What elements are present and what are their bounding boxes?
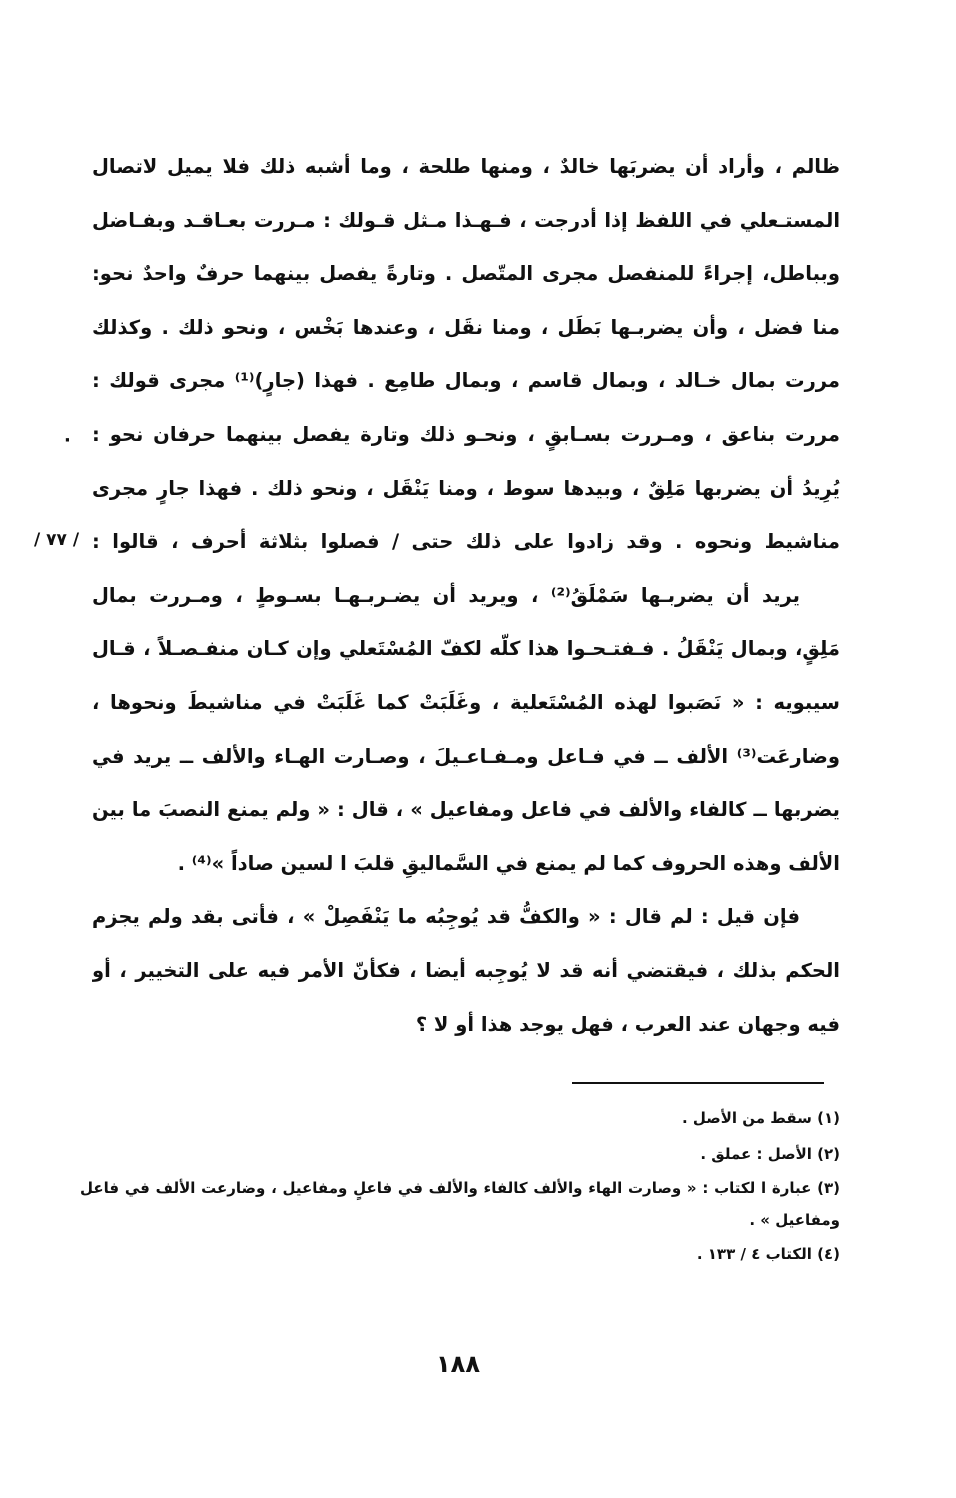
text-line: فيه وجهان عند العرب ، فهل يوجد هذا أو لا ؟ <box>415 1012 840 1036</box>
text-line: ظالم ، وأراد أن يضربَها خالدٌ ، ومنها طلحة ، وما أشبه ذلك فلا يميل لاتصال <box>92 155 840 178</box>
footnote-3: (٣) عبارة ا لكتاب : « وصارت الهاء والألف كالفاء والألف في فاعلٍ ومفاعيل ، وضارعت الألف في فاعل ومفاعيل » . <box>80 1179 840 1229</box>
text-line: وبباطل، إجراءً للمنفصل مجرى المتّصل . وتارةً يفصل بينهما حرفٌ واحدٌ نحو: <box>92 262 840 286</box>
text-line: الحكم بذلك ، فيقتضي أنه قد لا يُوجِبه أيضا ، فكأنّ الأمر فيه على التخيير ، أو <box>92 958 840 982</box>
text-line: وضارعَت⁽³⁾ الألف ــ في فـاعل ومـفـاعـيلَ ، وصـارت الهـاء والألف ــ يريد في <box>92 744 840 768</box>
text-line: يريد أن يضربـها سَمْلَقُ⁽²⁾ ، ويريد أن يضـربـهـا بسـوطٍ ، ومـررت بمال <box>92 583 800 607</box>
main-text <box>92 140 840 1051</box>
footnote-4: (٤) الكتاب ٤ / ١٣٣ . <box>696 1245 840 1263</box>
text-line: مررت بناعق ، ومـررت بسـابقٍ ، ونحـو ذلك وتارة يفصل بينهما حرفان نحو : <box>92 422 840 446</box>
footnotes <box>80 1100 840 1272</box>
page-number: ١٨٨ <box>436 1350 480 1378</box>
text-line: مررت بمال خـالد ، وبمال قاسم ، وبمال طامِع . فهذا (جارٍ)⁽¹⁾ مجرى قولك : <box>92 369 840 393</box>
scan-speck: · <box>64 430 71 451</box>
text-line: منا فضل ، وأن يضربـها بَطَل ، ومنا نقَل ، وعندها بَخْس ، ونحو ذلك . وكذلك <box>92 315 840 339</box>
footnote-2: (٢) الأصل : عملق . <box>700 1145 840 1163</box>
footnote-1: (١) سقط من الأصل . <box>681 1109 840 1127</box>
text-line: يُرِيدُ أن يضربها مَلِقٌ ، وبيدها سوط ، ومنا يَنْقَل ، ونحو ذلك . فهذا جارٍ مجرى <box>92 476 840 500</box>
footnote-divider <box>572 1082 824 1084</box>
margin-page-reference: / ٧٧ / <box>34 530 80 550</box>
text-line: مناشيط ونحوه . وقد زادوا على ذلك حتى / فصلوا بثلاثة أحرف ، قالوا : <box>92 530 840 554</box>
text-line: يضربها ــ كالفاء والألف في فاعل ومفاعيل » ، قال : « ولم يمنع النصبَ ما بين <box>92 798 840 822</box>
text-line: الألف وهذه الحروف كما لم يمنع في السَّماليقِ قلبَ ا لسين صاداً »⁽⁴⁾ . <box>177 851 840 875</box>
text-line: سيبويه : « نَصَبوا لهذه المُسْتَعلية ، وغَلَبَتْ كما غَلَبَتْ في مناشيطَ ونحوها ، <box>92 690 840 714</box>
text-line: المستـعلي في اللفظ إذا أدرجت ، فـهـذا مـثل قـولك : مـررت بعـاقـد وبفـاضل <box>92 208 840 232</box>
text-line: فإن قيل : لم قال : « والكفُّ قد يُوجِبُه ما يَنْفَصِلْ » ، فأتى بقد ولم يجزم <box>92 905 800 929</box>
text-line: مَلِقٍ، وبمال يَنْقَلُ . فـفتـحـوا هذا كلّه لكفّ المُسْتَعلي وإن كـان منفـصـلاً ، قـال <box>92 637 840 661</box>
